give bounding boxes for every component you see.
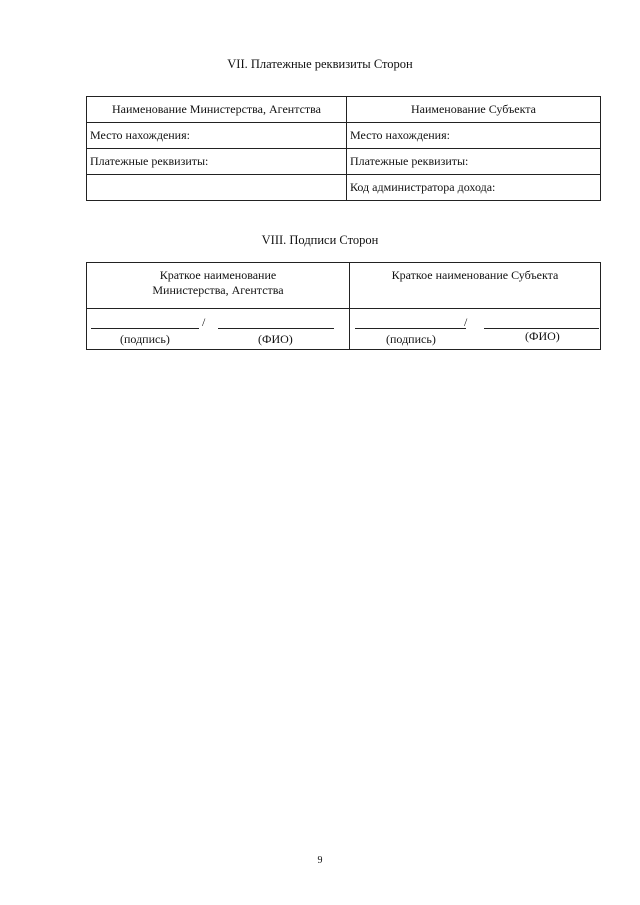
ministry-signature-caption: (подпись) <box>120 332 170 346</box>
ministry-short-name-line2: Министерства, Агентства <box>152 283 284 297</box>
table-row <box>87 123 601 149</box>
page-number: 9 <box>317 855 323 866</box>
subject-short-name-header: Краткое наименование Субъекта <box>350 263 601 309</box>
subject-name-caption: (ФИО) <box>525 329 560 343</box>
ministry-empty-cell <box>87 175 347 201</box>
table-header-row <box>87 97 601 123</box>
table-row <box>87 175 601 201</box>
ministry-requisites-cell: Платежные реквизиты: <box>87 149 347 175</box>
ministry-name-header: Наименование Министерства, Агентства <box>87 97 347 123</box>
subject-signature-slash: / <box>464 315 468 329</box>
ministry-location-cell: Место нахождения: <box>87 123 347 149</box>
payment-requisites-table <box>86 96 601 201</box>
signature-row <box>87 309 601 350</box>
ministry-signature-line <box>91 328 199 329</box>
ministry-name-caption: (ФИО) <box>258 332 293 346</box>
subject-requisites-cell: Платежные реквизиты: <box>347 149 601 175</box>
subject-revenue-admin-code-cell: Код администратора дохода: <box>347 175 601 201</box>
subject-location-cell: Место нахождения: <box>347 123 601 149</box>
ministry-short-name-line1: Краткое наименование <box>159 268 277 282</box>
table-row <box>87 149 601 175</box>
subject-signature-caption: (подпись) <box>386 332 436 346</box>
ministry-signature-cell <box>87 309 350 350</box>
section-viii-title: VIII. Подписи Сторон <box>261 233 379 247</box>
subject-signature-cell <box>350 309 601 350</box>
ministry-name-line <box>218 328 334 329</box>
ministry-short-name-header <box>87 263 350 309</box>
subject-signature-line <box>355 328 466 329</box>
signatures-table <box>86 262 601 350</box>
section-vii-title: VII. Платежные реквизиты Сторон <box>227 57 413 71</box>
ministry-signature-slash: / <box>202 315 206 329</box>
subject-name-header: Наименование Субъекта <box>347 97 601 123</box>
table-header-row <box>87 263 601 309</box>
